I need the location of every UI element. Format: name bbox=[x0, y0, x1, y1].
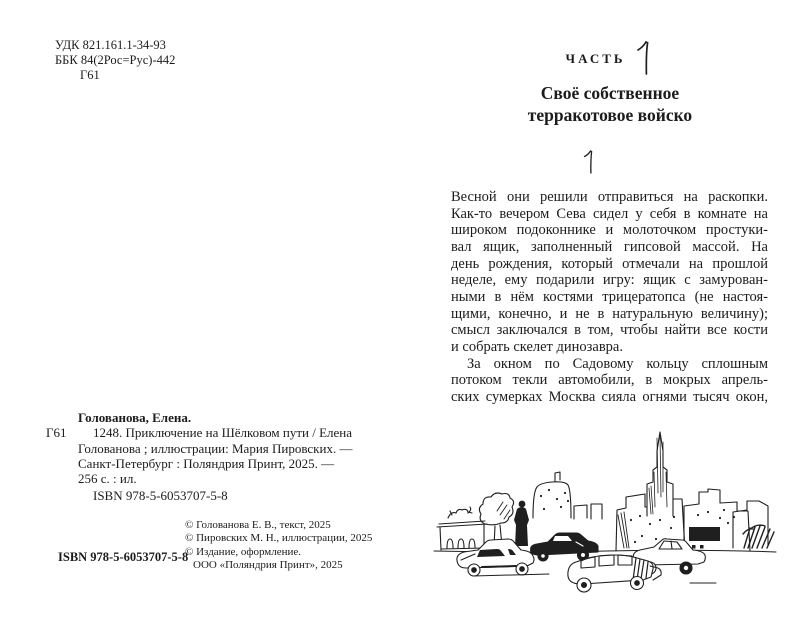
text-line: неделе, ему подарили игру: ящик с замурован- bbox=[451, 272, 768, 289]
text-line: вал ящик, заполненный гипсовой массой. На bbox=[451, 238, 768, 255]
text-line: За окном по Садовому кольцу сплошным bbox=[467, 355, 768, 372]
bib-entry bbox=[46, 425, 358, 486]
bib-author-heading: Голованова, Елена. bbox=[78, 410, 192, 425]
spire-tower bbox=[647, 432, 673, 516]
text-line: широком подоконнике и молоточком простуки- bbox=[451, 222, 768, 239]
copyright-line: © Голованова Е. В., текст, 2025 bbox=[185, 519, 331, 531]
copyright-block bbox=[185, 519, 372, 572]
chapter-title-line: терракотовое войско bbox=[527, 105, 693, 125]
bbk-line: ББК 84(2Рос=Рус)-442 bbox=[55, 53, 176, 67]
minivan bbox=[568, 555, 661, 592]
text-line: щими, конечно, и не в натуральную величину); bbox=[451, 305, 768, 322]
text-line: ских сумерках Москва сияла огнями тысяч окон, bbox=[451, 388, 768, 405]
author-code: Г61 bbox=[80, 68, 100, 82]
classification-block bbox=[55, 38, 175, 83]
handwritten-chapter-number-icon bbox=[582, 149, 597, 175]
text-line: и собрать скелет динозавра. bbox=[451, 338, 623, 355]
bib-entry-lines bbox=[46, 425, 358, 486]
curved-building bbox=[533, 472, 571, 518]
text-line: Как-то вечером Сева сидел у себя в комнате на bbox=[451, 205, 768, 222]
right-buildings bbox=[684, 489, 750, 551]
text-line: потоком текли автомобили, в мокрых апрель- bbox=[451, 372, 768, 389]
text-line: 1248. Приключение на Шёлковом пути / Елена bbox=[93, 425, 353, 441]
small-blocks bbox=[574, 504, 602, 519]
city-skyline-illustration bbox=[428, 420, 778, 595]
udk-line: УДК 821.161.1-34-93 bbox=[55, 38, 166, 52]
chapter-title bbox=[452, 82, 768, 126]
statue-figure bbox=[514, 501, 529, 546]
far-right-buildings bbox=[733, 501, 774, 548]
text-line: 256 с. : ил. bbox=[78, 471, 137, 487]
text-line: Санкт-Петербург : Поляндрия Принт, 2025. — bbox=[78, 455, 335, 471]
copyright-line: ООО «Поляндрия Принт», 2025 bbox=[193, 558, 343, 571]
chapter-body-text bbox=[451, 189, 768, 406]
text-line: смысл заключался в том, чтобы найти все кости bbox=[451, 322, 768, 339]
part-label: ЧАСТЬ bbox=[565, 51, 626, 66]
low-building bbox=[437, 507, 487, 550]
copyright-line: © Пировских М. Н., иллюстрации, 2025 bbox=[185, 532, 373, 545]
text-line: Голованова ; иллюстрации: Мария Пировских. — bbox=[78, 440, 353, 456]
bib-entry-code: Г61 bbox=[46, 425, 67, 441]
text-line: день рождения, который отмечали на прошлой bbox=[451, 255, 768, 272]
footer-isbn: ISBN 978-5-6053707-5-8 bbox=[58, 550, 189, 564]
copyright-line: © Издание, оформление. bbox=[185, 545, 302, 558]
bibliographic-record bbox=[46, 410, 358, 504]
text-line: ными в нём костями трицератопса (не настоя- bbox=[451, 288, 768, 305]
handwritten-part-number-icon bbox=[634, 40, 654, 76]
text-line: Весной они решили отправиться на раскопки. bbox=[451, 189, 768, 205]
chapter-title-line: Своё собственное bbox=[540, 83, 680, 103]
bib-isbn: ISBN 978-5-6053707-5-8 bbox=[93, 488, 228, 504]
dark-car bbox=[531, 533, 598, 561]
part-heading bbox=[452, 40, 768, 78]
